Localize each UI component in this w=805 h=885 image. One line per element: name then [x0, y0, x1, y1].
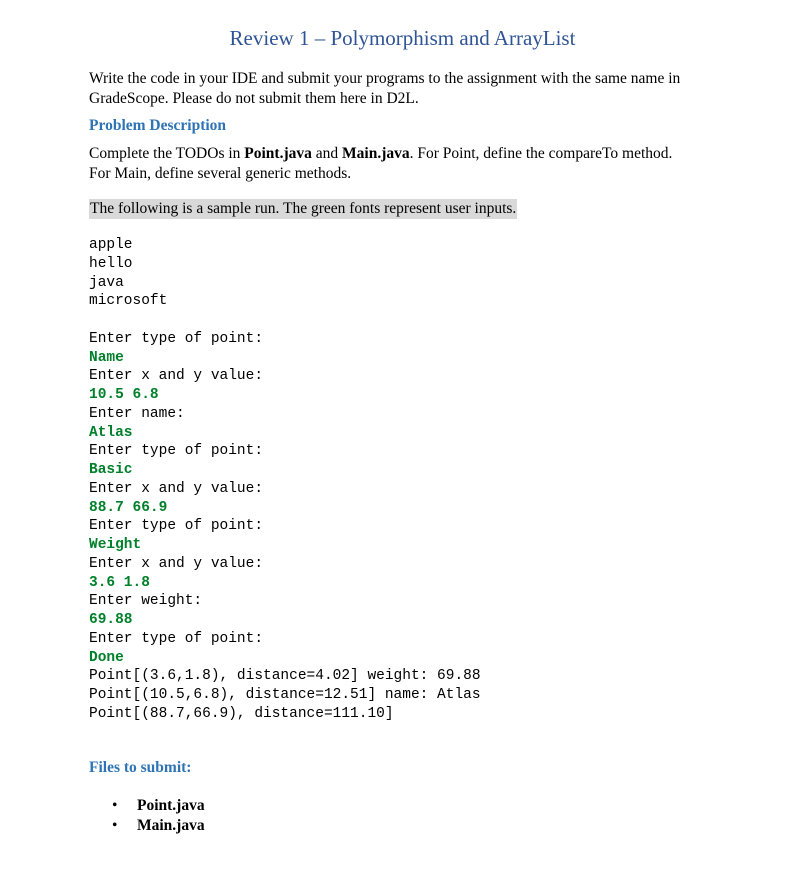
console-output-line: Enter x and y value: [89, 480, 264, 497]
console-user-input-line: Atlas [89, 424, 133, 441]
console-output-line: Enter weight: [89, 593, 203, 610]
console-output-line: Enter name: [89, 405, 185, 422]
console-output-line: Enter type of point: [89, 330, 264, 347]
bullet-dot-icon: • [112, 817, 118, 834]
file-name: Point.java [137, 797, 205, 814]
console-output-line: java [89, 274, 124, 291]
desc-file-point: Point.java [244, 145, 312, 162]
console-output-line: Point[(10.5,6.8), distance=12.51] name: Atlas [89, 687, 481, 703]
console-user-input-line: 3.6 1.8 [89, 574, 150, 591]
problem-description-heading: Problem Description [89, 117, 227, 134]
desc-file-main: Main.java [342, 145, 410, 162]
files-to-submit-heading: Files to submit: [89, 759, 192, 776]
console-output-line: Enter type of point: [89, 630, 264, 647]
console-output-line [89, 311, 481, 330]
bullet-dot-icon: • [112, 797, 118, 814]
page-title: Review 1 – Polymorphism and ArrayList [229, 26, 576, 50]
console-output-line: Enter x and y value: [89, 555, 264, 572]
console-output-line: Enter type of point: [89, 518, 264, 535]
console-output-line: Enter type of point: [89, 443, 264, 460]
list-item [112, 816, 205, 836]
list-item [112, 796, 205, 816]
console-output-line: microsoft [89, 293, 168, 310]
console-user-input-line: Done [89, 649, 124, 666]
desc-line-2: For Main, define several generic methods. [89, 165, 352, 182]
desc-text-3: . For Point, define the compareTo method. [409, 145, 673, 162]
console-output-line: Point[(3.6,1.8), distance=4.02] weight: 69.88 [89, 668, 481, 685]
console-output-line: hello [89, 255, 133, 272]
desc-text-2: and [311, 145, 343, 162]
console-user-input-line: 88.7 66.9 [89, 499, 168, 516]
console-user-input-line: Weight [89, 537, 142, 553]
console-user-input-line: Basic [89, 462, 133, 478]
intro-line-1: Write the code in your IDE and submit your programs to the assignment with the same name in [89, 70, 681, 87]
sample-run-console [89, 236, 481, 724]
intro-line-2: GradeScope. Please do not submit them here in D2L. [89, 90, 419, 107]
console-output-line: Point[(88.7,66.9), distance=111.10] [89, 705, 394, 722]
desc-text-1: Complete the TODOs in [89, 145, 245, 162]
files-list [112, 796, 205, 836]
console-user-input-line: Name [89, 349, 124, 366]
console-output-line: Enter x and y value: [89, 368, 264, 385]
intro-paragraph [89, 69, 729, 109]
console-user-input-line: 69.88 [89, 612, 133, 628]
sample-run-note: The following is a sample run. The green fonts represent user inputs. [90, 200, 517, 217]
console-user-input-line: 10.5 6.8 [89, 387, 159, 403]
file-name: Main.java [137, 817, 205, 834]
console-output-line: apple [89, 237, 133, 253]
problem-description-paragraph [89, 144, 729, 184]
